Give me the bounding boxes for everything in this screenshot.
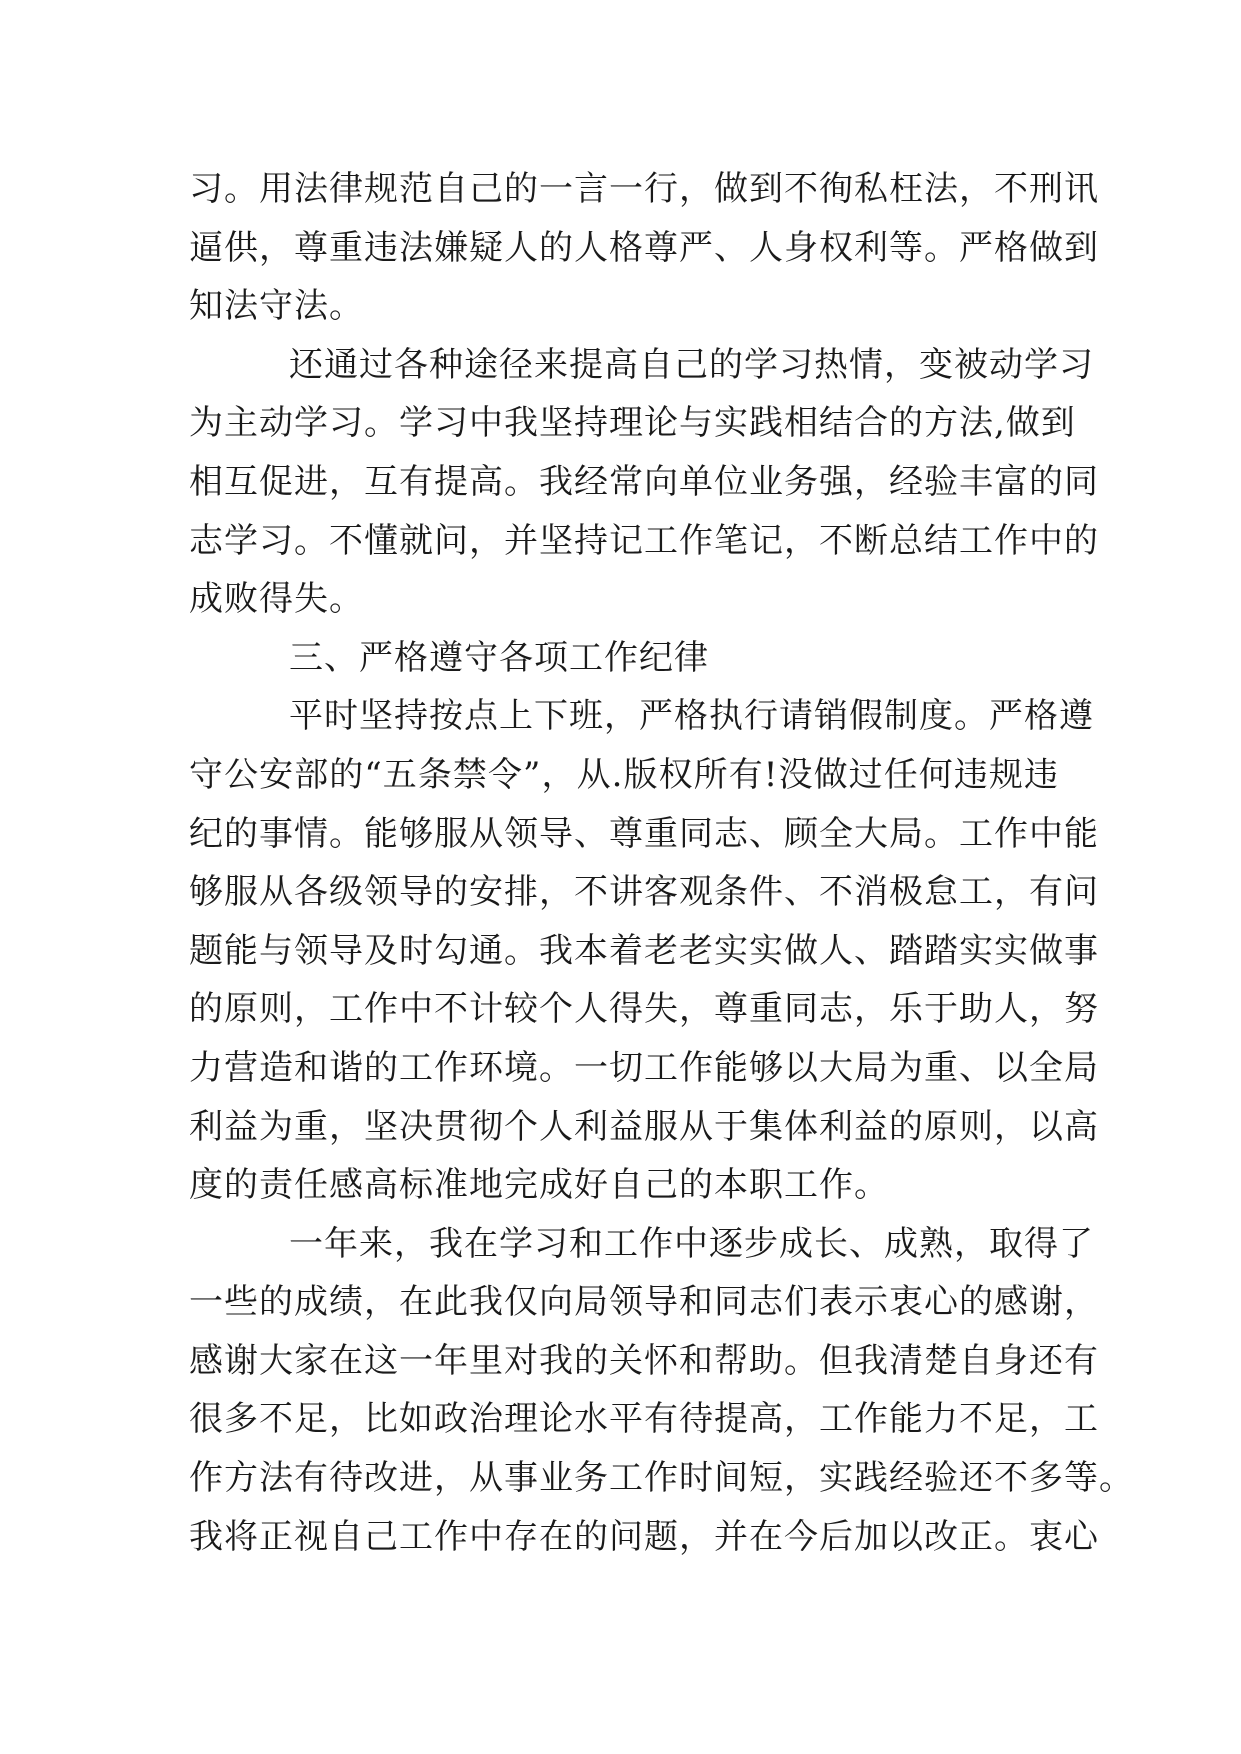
text-line: 知法守法。	[189, 286, 364, 327]
text-line: 我将正视自己工作中存在的问题，并在今后加以改正。衷心	[189, 1516, 1099, 1557]
paragraph-start-line: 一年来，我在学习和工作中逐步成长、成熟，取得了	[289, 1223, 1094, 1264]
text-line: 逼供，尊重违法嫌疑人的人格尊严、人身权利等。严格做到	[189, 227, 1099, 268]
text-line: 守公安部的“五条禁令”，从.版权所有!没做过任何违规违	[189, 754, 1059, 795]
text-line: 很多不足，比如政治理论水平有待提高，工作能力不足，工	[189, 1399, 1099, 1440]
text-line: 为主动学习。学习中我坚持理论与实践相结合的方法,做到	[189, 403, 1076, 444]
paragraph-start-line: 平时坚持按点上下班，严格执行请销假制度。严格遵	[289, 696, 1094, 737]
text-line: 感谢大家在这一年里对我的关怀和帮助。但我清楚自身还有	[189, 1340, 1099, 1381]
text-line: 习。用法律规范自己的一言一行，做到不徇私枉法，不刑讯	[189, 169, 1099, 209]
text-line: 纪的事情。能够服从领导、尊重同志、顾全大局。工作中能	[189, 813, 1099, 854]
text-line: 成败得失。	[189, 579, 364, 620]
document-body	[189, 160, 1134, 1566]
text-line: 作方法有待改进，从事业务工作时间短，实践经验还不多等。	[189, 1458, 1134, 1499]
text-line: 够服从各级领导的安排，不讲客观条件、不消极怠工，有问	[189, 872, 1099, 913]
text-line: 利益为重，坚决贯彻个人利益服从于集体利益的原则，以高	[189, 1106, 1099, 1147]
text-line: 题能与领导及时勾通。我本着老老实实做人、踏踏实实做事	[189, 930, 1099, 971]
text-line: 志学习。不懂就问，并坚持记工作笔记，不断总结工作中的	[189, 520, 1099, 561]
text-line: 度的责任感高标准地完成好自己的本职工作。	[189, 1165, 889, 1206]
text-line: 相互促进，互有提高。我经常向单位业务强，经验丰富的同	[189, 461, 1099, 502]
text-line: 的原则，工作中不计较个人得失，尊重同志，乐于助人，努	[189, 989, 1099, 1030]
section-heading: 三、严格遵守各项工作纪律	[289, 637, 709, 678]
text-line: 力营造和谐的工作环境。一切工作能够以大局为重、以全局	[189, 1047, 1099, 1088]
paragraph-start-line: 还通过各种途径来提高自己的学习热情，变被动学习	[289, 344, 1094, 385]
text-line: 一些的成绩，在此我仅向局领导和同志们表示衷心的感谢，	[189, 1282, 1099, 1323]
